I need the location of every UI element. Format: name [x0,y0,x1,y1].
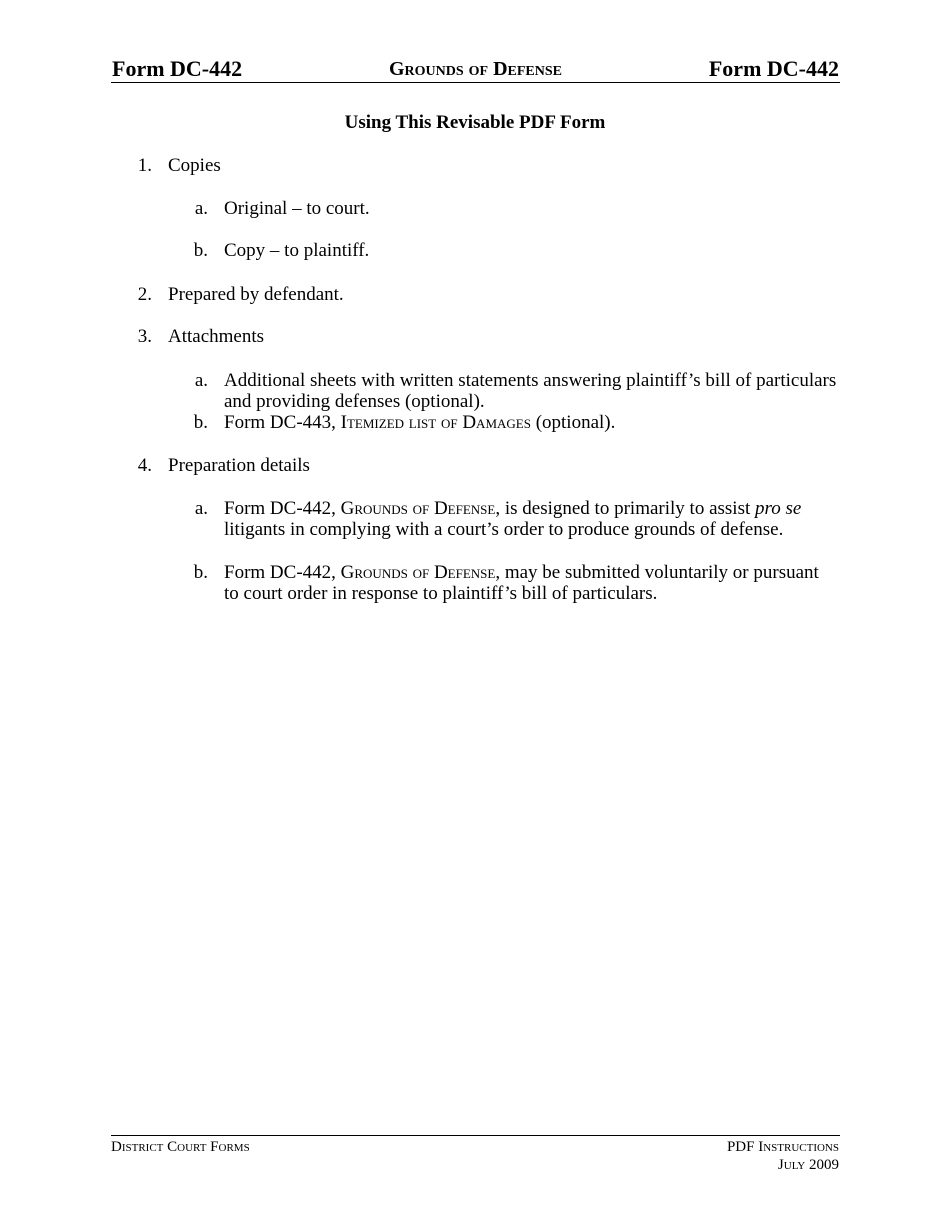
text-segment: Form DC-442, [224,498,341,519]
sub-item-text: Copy – to plaintiff. [224,240,370,261]
header-form-number-left: Form DC-442 [112,56,243,81]
footer-right-line-2: July 2009 [777,1157,839,1173]
sub-item-text-line-2: and providing defenses (optional). [224,391,485,412]
item-text: Copies [168,155,221,176]
sub-item-text-line-2: litigants in complying with a court’s order to produce grounds of defense. [224,519,784,540]
footer-divider [111,1135,840,1136]
item-number: 2. [137,284,152,305]
item-text: Attachments [168,326,265,347]
form-title-small-caps: Grounds of Defense [340,562,496,583]
sub-item-letter: b. [193,412,208,433]
item-number: 4. [137,455,152,476]
footer-left: District Court Forms [111,1139,250,1155]
text-segment: (optional). [530,412,616,433]
text-segment: Form DC-443, [224,412,341,433]
sub-item-letter: b. [193,562,208,583]
sub-item-text-line-1: Additional sheets with written statements answering plaintiff’s bill of particulars [224,370,837,391]
italic-term: pro se [755,498,802,519]
page-title: Using This Revisable PDF Form [344,112,606,133]
sub-item-text [224,412,615,433]
page-header [111,56,840,83]
item-number: 3. [137,326,152,347]
sub-item-text: Original – to court. [224,198,370,219]
form-title-small-caps: Itemized list of Damages [340,412,531,433]
sub-item-letter: a. [194,498,208,519]
sub-item-text-line-2: to court order in response to plaintiff’s bill of particulars. [224,583,658,604]
sub-item-letter: a. [194,370,208,391]
item-text: Prepared by defendant. [168,284,344,305]
text-segment: , may be submitted voluntarily or pursuant [495,562,819,583]
header-form-number-right: Form DC-442 [708,56,839,81]
sub-item-letter: a. [194,198,208,219]
sub-item-text-line-1 [224,498,801,519]
text-segment: , is designed to primarily to assist [495,498,755,519]
form-title-small-caps: Grounds of Defense [340,498,496,519]
header-form-title: Grounds of Defense [388,58,563,80]
item-number: 1. [137,155,152,176]
text-segment: Form DC-442, [224,562,341,583]
sub-item-text-line-1 [224,562,819,583]
footer-right-line-1: PDF Instructions [726,1139,839,1155]
item-text: Preparation details [168,455,310,476]
sub-item-letter: b. [193,240,208,261]
